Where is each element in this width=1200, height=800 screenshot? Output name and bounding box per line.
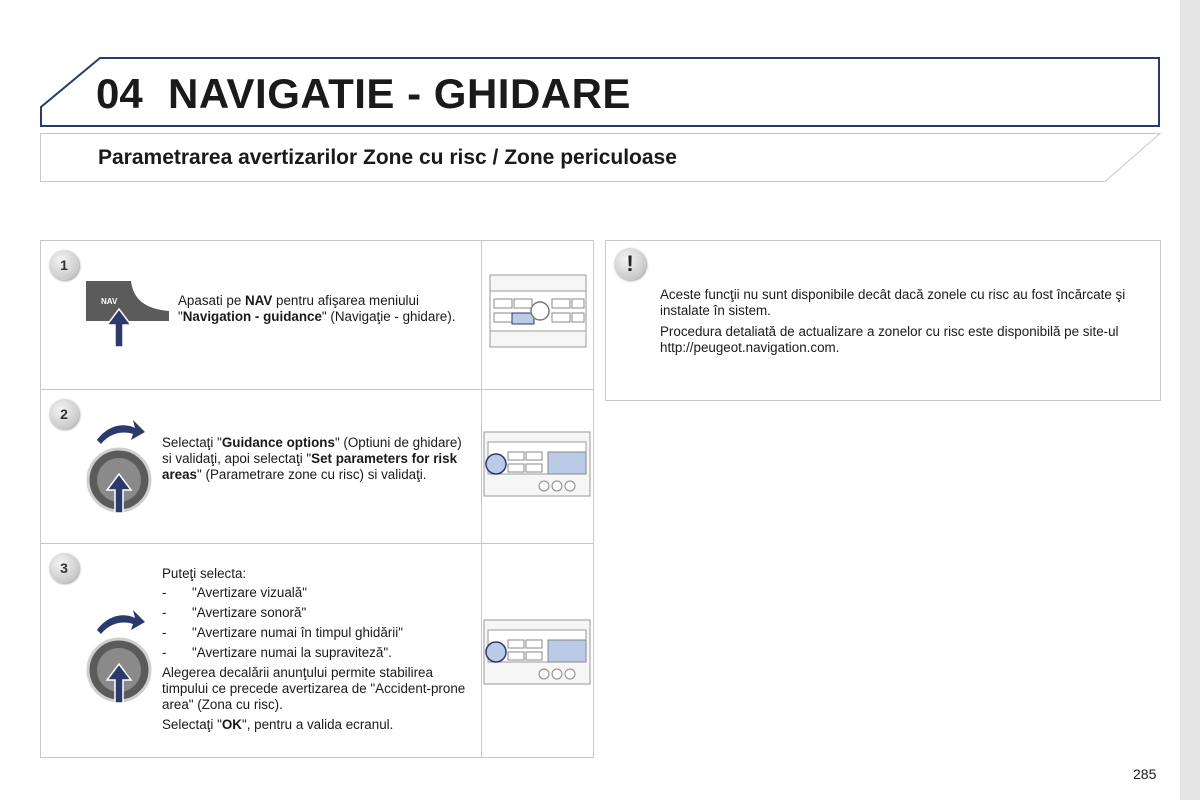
section-title: Parametrarea avertizarilor Zone cu risc / Zone periculoase xyxy=(98,146,677,169)
step-1-device-image xyxy=(481,241,593,389)
step-number-badge: 1 xyxy=(49,250,79,280)
offset-paragraph: Alegerea decalării anunţului permite stabilirea timpului ce precede avertizarea de "Accident-prone area" (Zona cu risc). xyxy=(162,665,466,712)
step-row-3 xyxy=(41,544,593,758)
warning-text xyxy=(660,287,1150,361)
page-edge-strip xyxy=(1180,0,1200,800)
warning-box xyxy=(605,240,1161,401)
rotary-knob-icon xyxy=(85,608,155,704)
option-item: - "Avertizare vizuală" xyxy=(162,585,307,600)
options-intro: Puteţi selecta: xyxy=(162,566,247,581)
step-2-text: Selectaţi "Guidance options" (Optiuni de ghidare) si validaţi, apoi selectaţi "Set parameters for risk areas" (Parametrare zone cu risc) si validaţi. xyxy=(162,435,462,482)
chapter-number: 04 xyxy=(96,70,143,117)
steps-table xyxy=(40,240,594,758)
step-number-badge: 3 xyxy=(49,553,79,583)
warning-line: Procedura detaliată de actualizare a zonelor cu risc este disponibilă pe site-ul http://peugeot.navigation.com. xyxy=(660,324,1119,355)
step-2-device-image xyxy=(481,390,593,543)
option-item: - "Avertizare sonoră" xyxy=(162,605,307,620)
exclamation-icon: ! xyxy=(614,248,646,280)
option-item: - "Avertizare numai la supraviteză". xyxy=(162,645,392,660)
step-number-badge: 2 xyxy=(49,399,79,429)
step-3-device-image xyxy=(481,544,593,758)
option-item: - "Avertizare numai în timpul ghidării" xyxy=(162,625,403,640)
page-number: 285 xyxy=(1133,766,1157,782)
step-3-text xyxy=(162,566,472,733)
chapter-title: NAVIGATIE - GHIDARE xyxy=(168,70,631,117)
rotary-knob-icon xyxy=(85,418,155,514)
warning-line: Aceste funcţii nu sunt disponibile decât dacă zonele cu risc au fost încărcate şi instalate în sistem. xyxy=(660,287,1126,318)
step-1-text: Apasati pe NAV pentru afişarea meniului "Navigation - guidance" (Navigaţie - ghidare). xyxy=(178,293,456,324)
step-row-2 xyxy=(41,390,593,544)
nav-button-icon xyxy=(81,279,171,349)
ok-instruction: Selectaţi "OK", pentru a valida ecranul. xyxy=(162,717,394,732)
svg-text:NAV: NAV xyxy=(101,297,118,306)
step-row-1 xyxy=(41,241,593,390)
